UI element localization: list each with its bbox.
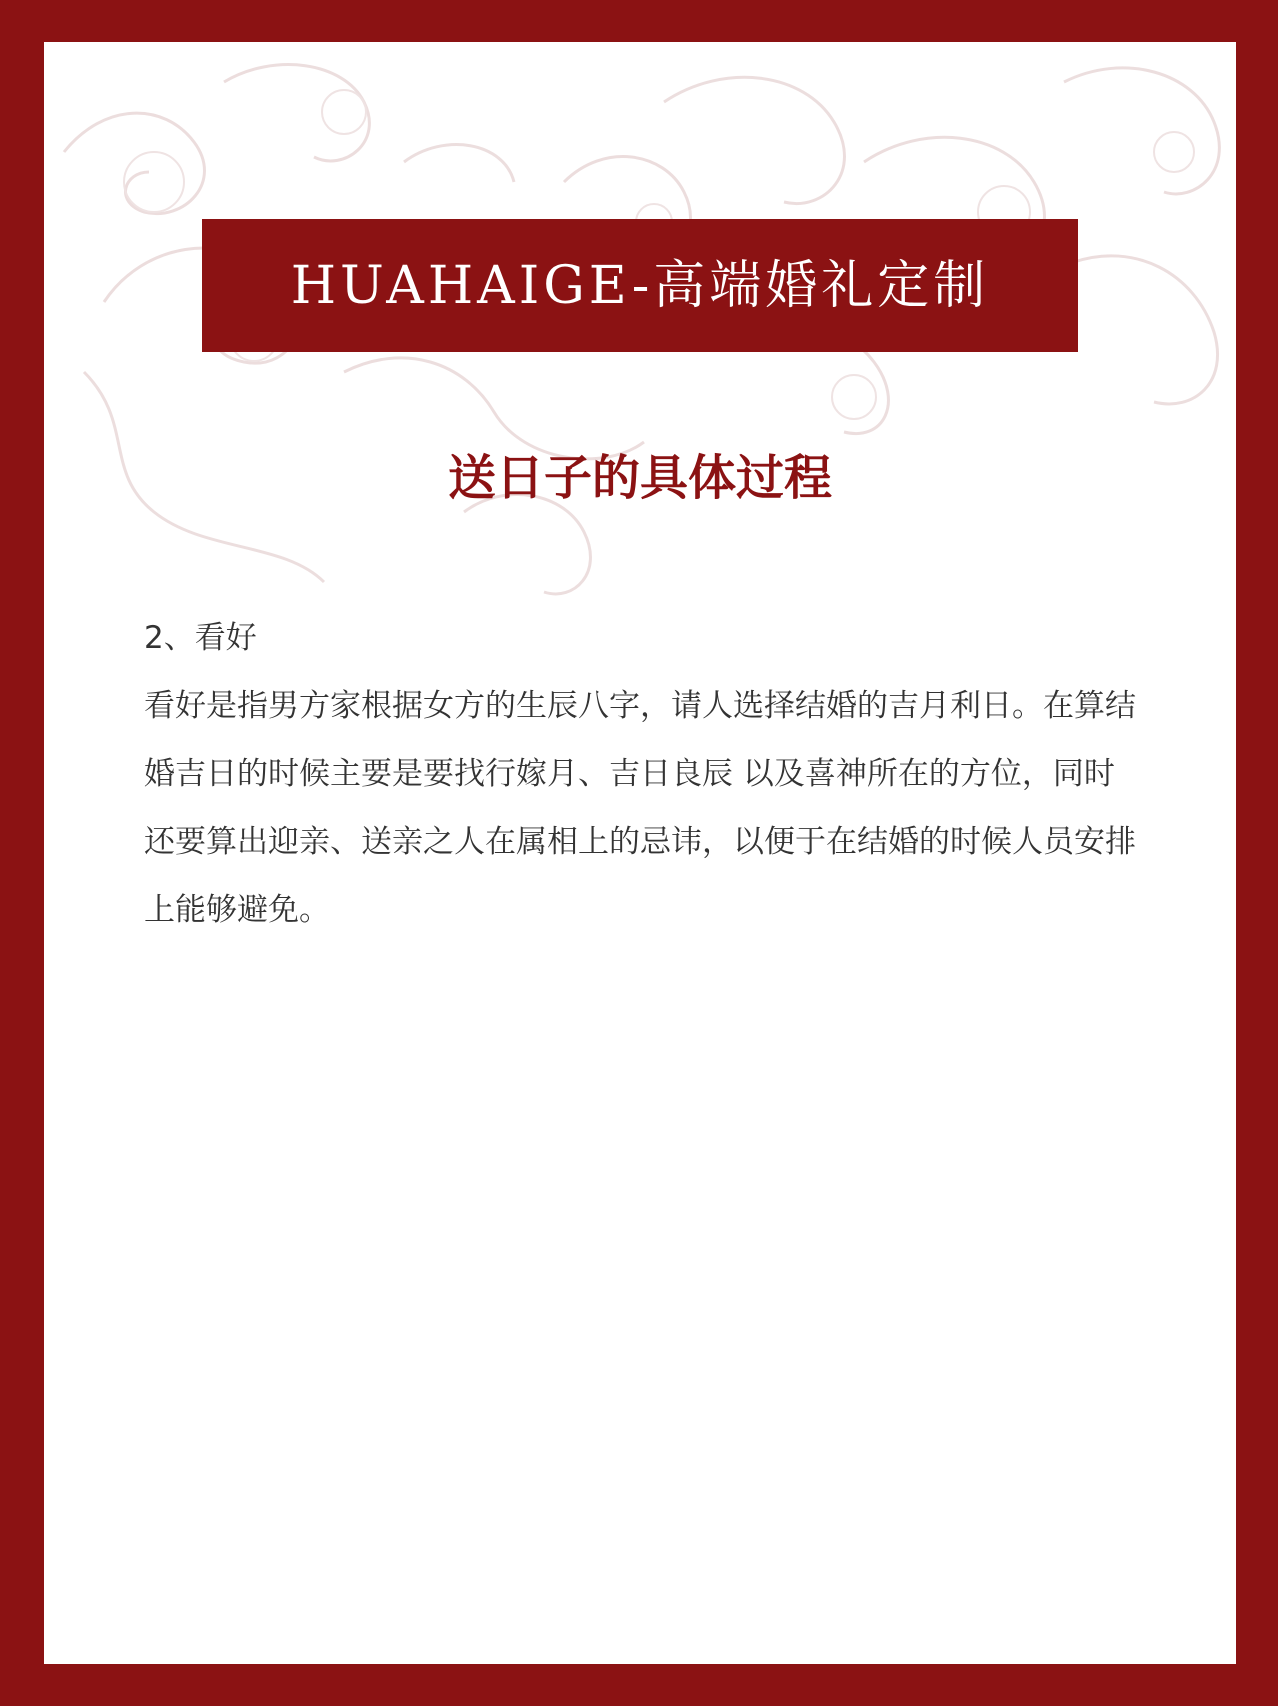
banner-title: HUAHAIGE-高端婚礼定制 bbox=[290, 255, 990, 316]
section-heading: 送日子的具体过程 bbox=[447, 450, 832, 506]
title-banner bbox=[202, 219, 1078, 352]
item-title: 2、看好 bbox=[144, 620, 257, 656]
item-paragraph: 看好是指男方家根据女方的生辰八字，请人选择结婚的吉月利日。在算结婚吉日的时候主要是要找行嫁月、吉日良辰 以及喜神所在的方位，同时还要算出迎亲、送亲之人在属相上的忌讳，以便于在结婚的时候人员安排上能够避免。 bbox=[144, 688, 1136, 928]
page-panel bbox=[44, 42, 1236, 1664]
article-body bbox=[144, 604, 1144, 944]
